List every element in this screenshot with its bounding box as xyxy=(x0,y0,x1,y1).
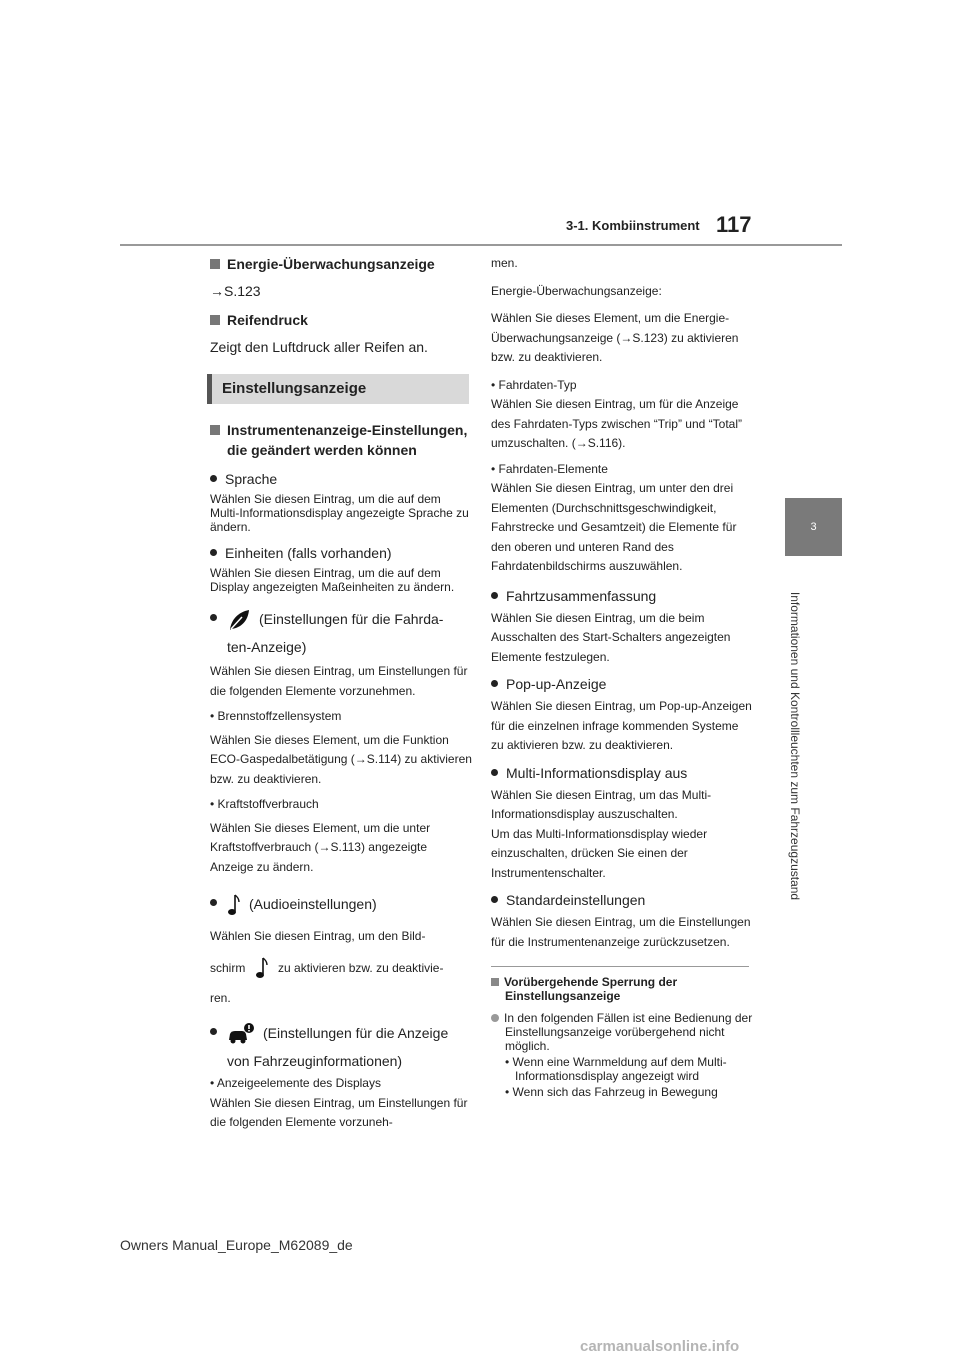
item-audio-text-2 xyxy=(210,953,472,983)
bullet-dot-icon xyxy=(491,769,498,776)
sub-consumption-text: Wählen Sie dieses Element, um die unter Kraftstoffverbrauch (→S.113) angezeigte Anzeige zu ändern. xyxy=(210,820,431,874)
leaf-icon xyxy=(227,608,251,632)
bullet-dot-icon xyxy=(491,680,498,687)
square-bullet-icon xyxy=(210,259,220,269)
item-popup-title: Pop-up-Anzeige xyxy=(506,676,607,692)
item-audio-text-2b: zu aktivieren bzw. zu deaktivie- xyxy=(278,960,444,975)
note-sub-1: • Wenn eine Warnmeldung auf dem Multi-Informationsdisplay angezeigt wird xyxy=(505,1055,727,1083)
note-heading-text: Vorübergehende Sperrung der Einstellungsanzeige xyxy=(504,975,678,1003)
square-bullet-icon xyxy=(210,425,220,435)
item-defaults-text: Wählen Sie diesen Eintrag, um die Einstellungen für die Instrumentenanzeige zurückzusetzen. xyxy=(491,915,751,949)
item-units xyxy=(210,542,472,564)
chapter-title-text: Informationen und Kontrollleuchten zum Fahrzeugzustand xyxy=(788,591,802,901)
item-units-title: Einheiten (falls vorhanden) xyxy=(225,545,392,561)
item-vehicle xyxy=(210,1016,472,1050)
item-mid-off-title: Multi-Informationsdisplay aus xyxy=(506,764,688,781)
item-language-title: Sprache xyxy=(225,471,278,487)
item-mid-off xyxy=(491,762,753,784)
item-defaults-title: Standardeinstellungen xyxy=(506,892,646,908)
section-title: 3-1. Kombiinstrument xyxy=(566,218,700,233)
footer-manual-id: Owners Manual_Europe_M62089_de xyxy=(120,1237,353,1253)
item-audio-text-2a: schirm xyxy=(210,960,246,975)
item-summary-title: Fahrtzusammenfassung xyxy=(506,587,657,604)
square-bullet-icon xyxy=(210,315,220,325)
chapter-title xyxy=(784,566,806,926)
item-audio-text-1: Wählen Sie diesen Eintrag, um den Bild- xyxy=(210,929,426,943)
note-sub-2: • Wenn sich das Fahrzeug in Bewegung xyxy=(505,1085,718,1099)
sub-consumption-title: • Kraftstoffverbrauch xyxy=(210,797,319,811)
note-bullet-text: In den folgenden Fällen ist eine Bedienung der Einstellungsanzeige vorübergehend nicht möglich. xyxy=(504,1011,753,1053)
bullet-dot-icon xyxy=(210,475,217,482)
square-bullet-icon xyxy=(491,978,499,986)
note-heading xyxy=(491,975,753,1003)
sub-fuel-cell-title: • Brennstoffzellensystem xyxy=(210,709,342,723)
bullet-dot-icon xyxy=(210,1028,217,1035)
heading-tire xyxy=(210,310,472,330)
note-bullet xyxy=(491,1011,753,1053)
item-summary-text: Wählen Sie diesen Eintrag, um die beim Ausschalten des Start-Schalters angezeigten Elemente festzulegen. xyxy=(491,610,731,664)
item-drive-text: Wählen Sie diesen Eintrag, um Einstellungen für die folgenden Elemente vorzunehmen. xyxy=(210,664,468,698)
header-divider xyxy=(120,244,842,246)
item-language xyxy=(210,468,472,490)
bullet-dot-icon xyxy=(491,592,498,599)
car-info-icon xyxy=(227,1022,255,1046)
trip-type-text: Wählen Sie diesen Eintrag, um für die Anzeige des Fahrdaten-Typs zwischen “Trip” und “Total” umzuschalten. (→S.116). xyxy=(491,397,742,450)
energy-label: Energie-Überwachungsanzeige: xyxy=(491,283,662,298)
heading-energy-text: Energie-Überwachungsanzeige xyxy=(227,256,435,272)
chapter-tab: 3 xyxy=(785,498,842,556)
item-popup xyxy=(491,673,753,695)
heading-settings xyxy=(210,420,472,460)
item-defaults xyxy=(491,889,753,911)
left-column xyxy=(210,254,472,1139)
trip-elements-text: Wählen Sie diesen Eintrag, um unter den drei Elementen (Durchschnittsgeschwindigkeit, Fahrstrecke und Gesamtzeit) die Elemente für den oberen und unteren Rand des Fahrdatenbildschirms auszuwählen. xyxy=(491,481,737,573)
bullet-dot-icon xyxy=(210,549,217,556)
circle-bullet-icon xyxy=(491,1014,499,1022)
page-reference: →S.123 xyxy=(210,283,261,299)
page-number: 117 xyxy=(716,212,752,237)
music-note-icon xyxy=(255,956,269,980)
item-vehicle-title: (Einstellungen für die Anzeige xyxy=(263,1025,449,1041)
item-language-text: Wählen Sie diesen Eintrag, um die auf dem Multi-Informationsdisplay angezeigte Sprache zu ändern. xyxy=(210,492,469,534)
item-mid-off-text-1: Wählen Sie diesen Eintrag, um das Multi-Informationsdisplay auszuschalten. xyxy=(491,787,712,821)
item-summary xyxy=(491,585,753,607)
heading-settings-text: Instrumentenanzeige-Einstellungen, die geändert werden können xyxy=(227,422,468,458)
sub-fuel-cell-text: Wählen Sie dieses Element, um die Funktion ECO-Gaspedalbetätigung (→S.114) zu aktivieren bzw. zu deaktivieren. xyxy=(210,732,472,786)
item-audio xyxy=(210,887,472,921)
item-mid-off-text-2: Um das Multi-Informationsdisplay wieder einzuschalten, drücken Sie einen der Instrumentenschalter. xyxy=(491,826,708,880)
trip-type-title: • Fahrdaten-Typ xyxy=(491,377,577,392)
energy-text: Wählen Sie dieses Element, um die Energie-Überwachungsanzeige (→S.123) zu aktivieren bzw. zu deaktivieren. xyxy=(491,311,739,364)
section-band-title: Einstellungsanzeige xyxy=(207,374,469,404)
bullet-dot-icon xyxy=(491,896,498,903)
item-drive-title: (Einstellungen für die Fahrda- xyxy=(259,611,444,627)
bullet-dot-icon xyxy=(210,899,217,906)
item-popup-text: Wählen Sie diesen Eintrag, um Pop-up-Anzeigen für die einzelnen infrage kommenden Systeme zu aktivieren bzw. zu deaktivieren. xyxy=(491,699,752,752)
item-audio-title: (Audioeinstellungen) xyxy=(249,896,377,912)
item-vehicle-title-2: von Fahrzeuginformationen) xyxy=(227,1053,403,1069)
item-drive-title-2: ten-Anzeige) xyxy=(227,639,307,655)
tire-text: Zeigt den Luftdruck aller Reifen an. xyxy=(210,339,428,355)
sub-display-items-title: • Anzeigeelemente des Displays xyxy=(210,1076,381,1090)
right-column xyxy=(491,254,753,1101)
heading-energy xyxy=(210,254,472,274)
sub-display-items-text: Wählen Sie diesen Eintrag, um Einstellungen für die folgenden Elemente vorzuneh- xyxy=(210,1095,468,1129)
item-drive xyxy=(210,602,472,636)
continued-text: men. xyxy=(491,256,518,270)
heading-tire-text: Reifendruck xyxy=(227,312,308,328)
note-divider xyxy=(491,966,749,967)
item-audio-text-3: ren. xyxy=(210,990,231,1005)
watermark: carmanualsonline.info xyxy=(580,1338,740,1355)
trip-elements-title: • Fahrdaten-Elemente xyxy=(491,461,608,476)
music-note-icon xyxy=(227,893,241,917)
bullet-dot-icon xyxy=(210,614,217,621)
item-units-text: Wählen Sie diesen Eintrag, um die auf dem Display angezeigten Maßeinheiten zu ändern. xyxy=(210,566,455,594)
